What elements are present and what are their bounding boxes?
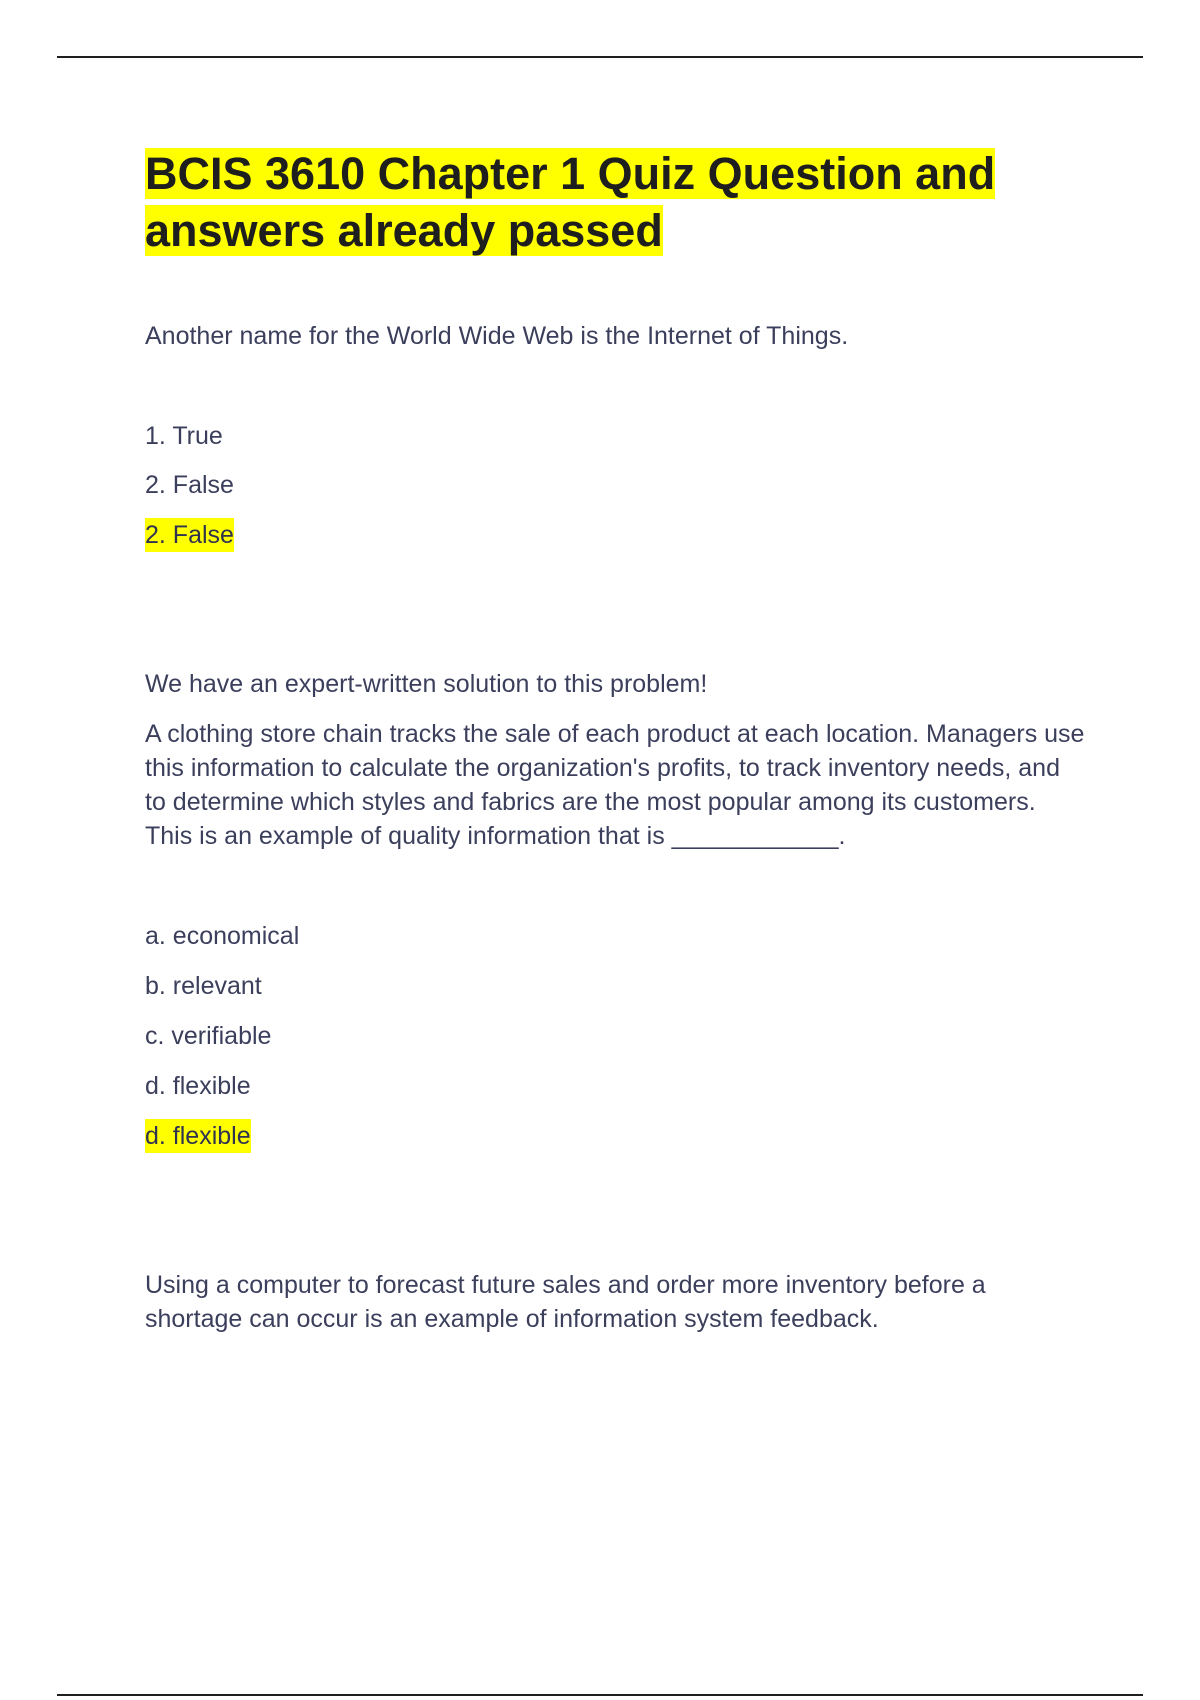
q2-option-b: b. relevant [145, 972, 262, 1000]
top-rule [57, 56, 1143, 58]
q2-option-c: c. verifiable [145, 1022, 272, 1050]
document-body [145, 145, 1085, 1336]
q1-option-2: 2. False [145, 471, 234, 499]
q2-option-a: a. economical [145, 922, 300, 950]
q2-option-d: d. flexible [145, 1072, 251, 1100]
question-3: Using a computer to forecast future sales and order more inventory before a shortage can occur is an example of information system feedback. [145, 1271, 986, 1333]
q2-answer: d. flexible [145, 1119, 251, 1153]
expert-note: We have an expert-written solution to this problem! [145, 670, 708, 698]
q1-answer: 2. False [145, 518, 234, 552]
q1-option-1: 1. True [145, 422, 223, 450]
bottom-rule [57, 1694, 1143, 1696]
title-highlight: BCIS 3610 Chapter 1 Quiz Question and answers already passed [145, 148, 996, 256]
document-title [145, 145, 1085, 259]
question-1: Another name for the World Wide Web is the Internet of Things. [145, 322, 849, 350]
question-2: A clothing store chain tracks the sale of each product at each location. Managers use this information to calculate the organization's profits, to track inventory needs, and to determine which styles and fabrics are the most popular among its customers. This is an example of quality information that is ____________. [145, 720, 1085, 850]
